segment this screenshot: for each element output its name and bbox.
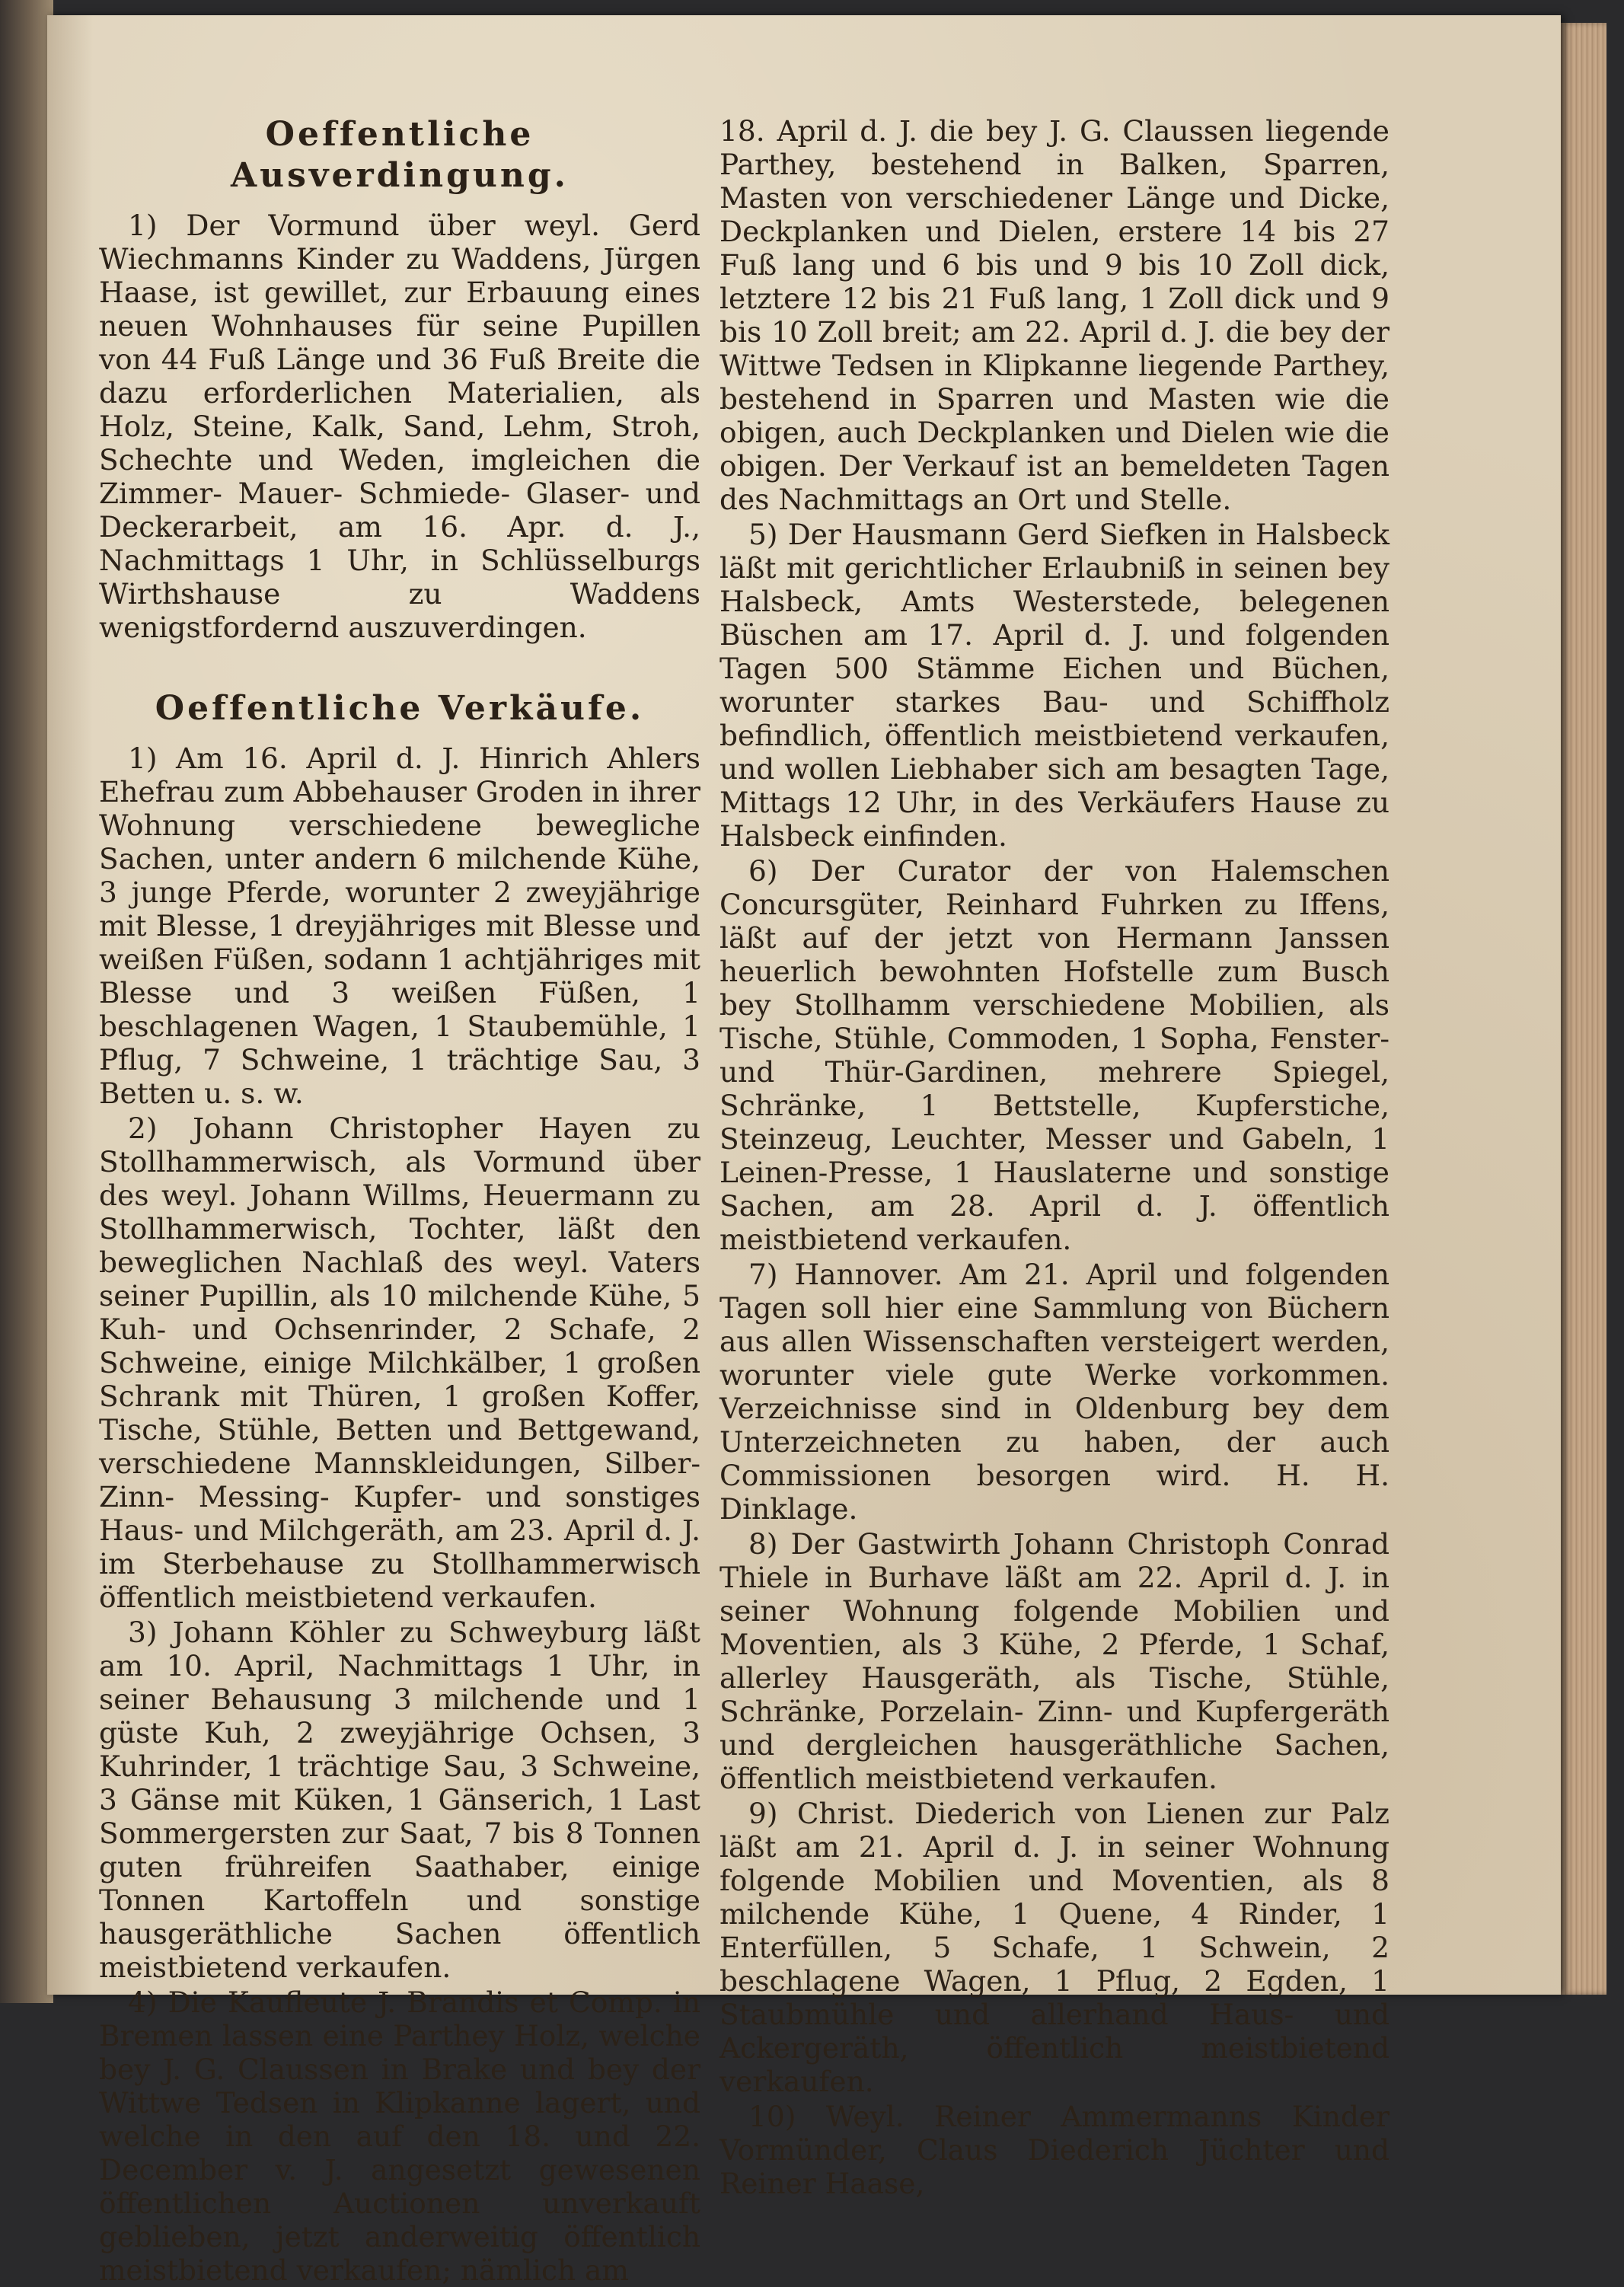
notice-verkauf-7: 7) Hannover. Am 21. April und folgenden Tagen soll hier eine Sammlung von Büchern aus allen Wissenschaften versteigert werden, worunter viele gute Werke vorkommen. Verzeichnisse sind in Oldenburg bey dem Unterzeichneten zu haben, der auch Commissionen besorgen wird. H. H. Dinklage. xyxy=(719,1258,1389,1526)
left-column xyxy=(99,114,700,2287)
notice-verkauf-9: 9) Christ. Diederich von Lienen zur Palz läßt am 21. April d. J. in seiner Wohnung folgende Mobilien und Moventien, als 8 milchende Kühe, 1 Quene, 4 Rinder, 1 Enterfüllen, 5 Schafe, 1 Schwein, 2 beschlagene Wagen, 1 Pflug, 2 Egden, 1 Staubmühle und allerhand Haus- und Ackergeräth, öffentlich meistbietend verkaufen. xyxy=(719,1797,1389,2098)
notice-verkauf-10: 10) Weyl. Reiner Ammermanns Kinder Vormünder, Claus Diederich Jüchter und Reiner Haase, xyxy=(719,2100,1389,2200)
notice-verkauf-4-continued: 18. April d. J. die bey J. G. Claussen liegende Parthey, bestehend in Balken, Sparren, Masten von verschiedener Länge und Dicke, Deckplanken und Dielen, erstere 14 bis 27 Fuß lang und 6 bis und 9 bis 10 Zoll dick, letztere 12 bis 21 Fuß lang, 1 Zoll dick und 9 bis 10 Zoll breit; am 22. April d. J. die bey der Wittwe Tedsen in Klipkanne liegende Parthey, bestehend in Sparren und Masten wie die obigen, auch Deckplanken und Dielen wie die obigen. Der Verkauf ist an bemeldeten Tagen des Nachmittags an Ort und Stelle. xyxy=(719,114,1389,516)
notice-verkauf-8: 8) Der Gastwirth Johann Christoph Conrad Thiele in Burhave läßt am 22. April d. J. in seiner Wohnung folgende Mobilien und Moventien, als 3 Kühe, 2 Pferde, 1 Schaf, allerley Hausgeräth, als Tische, Stühle, Schränke, Porzelain- Zinn- und Kupfergeräth und dergleichen hausgeräthliche Sachen, öffentlich meistbietend verkaufen. xyxy=(719,1527,1389,1795)
book-spine xyxy=(0,0,53,2003)
notice-verkauf-4: 4) Die Kaufleute J. Brandis et Comp. in Bremen lassen eine Parthey Holz, welche bey J. G. Claussen in Brake und bey der Wittwe Tedsen in Klipkanne lagert, und welche in den auf den 18. und 22. December v. J. angesetzt gewesenen öffentlichen Auctionen unverkauft geblieben, jetzt anderweitig öffentlich meistbietend verkaufen; nämlich am xyxy=(99,1986,700,2287)
notice-verkauf-1: 1) Am 16. April d. J. Hinrich Ahlers Ehefrau zum Abbehauser Groden in ihrer Wohnung verschiedene bewegliche Sachen, unter andern 6 milchende Kühe, 3 junge Pferde, worunter 2 zweyjährige mit Blesse, 1 dreyjähriges mit Blesse und weißen Füßen, sodann 1 achtjähriges mit Blesse und 3 weißen Füßen, 1 beschlagenen Wagen, 1 Staubemühle, 1 Pflug, 7 Schweine, 1 trächtige Sau, 3 Betten u. s. w. xyxy=(99,742,700,1110)
notice-verkauf-3: 3) Johann Köhler zu Schweyburg läßt am 10. April, Nachmittags 1 Uhr, in seiner Behausung 3 milchende und 1 güste Kuh, 2 zweyjährige Ochsen, 3 Kuhrinder, 1 trächtige Sau, 3 Schweine, 3 Gänse mit Küken, 1 Gänserich, 1 Last Sommergersten zur Saat, 7 bis 8 Tonnen guten frühreifen Saathaber, einige Tonnen Kartoffeln und sonstige hausgeräthliche Sachen öffentlich meistbietend verkaufen. xyxy=(99,1616,700,1984)
heading-verkaeufe: Oeffentliche Verkäufe. xyxy=(155,689,645,728)
notice-verkauf-5: 5) Der Hausmann Gerd Siefken in Halsbeck läßt mit gerichtlicher Erlaubniß in seinen bey Halsbeck, Amts Westerstede, belegenen Büschen am 17. April d. J. und folgenden Tagen 500 Stämme Eichen und Büchen, worunter starkes Bau- und Schiffholz befindlich, öffentlich meistbietend verkaufen, und wollen Liebhaber sich am besagten Tage, Mittags 12 Uhr, in des Verkäufers Hause zu Halsbeck einfinden. xyxy=(719,518,1389,853)
notice-verkauf-2: 2) Johann Christopher Hayen zu Stollhammerwisch, als Vormund über des weyl. Johann Willms, Heuermann zu Stollhammerwisch, Tochter, läßt den beweglichen Nachlaß des weyl. Vaters seiner Pupillin, als 10 milchende Kühe, 5 Kuh- und Ochsenrinder, 2 Schafe, 2 Schweine, einige Milchkälber, 1 großen Schrank mit Thüren, 1 großen Koffer, Tische, Stühle, Betten und Bettgewand, verschiedene Mannskleidungen, Silber- Zinn- Messing- Kupfer- und sonstiges Haus- und Milchgeräth, am 23. April d. J. im Sterbehause zu Stollhammerwisch öffentlich meistbietend verkaufen. xyxy=(99,1112,700,1614)
notice-verkauf-6: 6) Der Curator der von Halemschen Concursgüter, Reinhard Fuhrken zu Iffens, läßt auf der jetzt von Hermann Janssen heuerlich bewohnten Hofstelle zum Busch bey Stollhamm verschiedene Mobilien, als Tische, Stühle, Commoden, 1 Sopha, Fenster- und Thür-Gardinen, mehrere Spiegel, Schränke, 1 Bettstelle, Kupferstiche, Steinzeug, Leuchter, Messer und Gabeln, 1 Leinen-Presse, 1 Hauslaterne und sonstige Sachen, am 28. April d. J. öffentlich meistbietend verkaufen. xyxy=(719,854,1389,1256)
heading-ausverdingung: Oeffentliche Ausverdingung. xyxy=(231,115,569,195)
right-column xyxy=(719,114,1389,2200)
notice-ausverdingung-1: 1) Der Vormund über weyl. Gerd Wiechmanns Kinder zu Waddens, Jürgen Haase, ist gewillet, zur Erbauung eines neuen Wohnhauses für seine Pupillen von 44 Fuß Länge und 36 Fuß Breite die dazu erforderlichen Materialien, als Holz, Steine, Kalk, Sand, Lehm, Stroh, Schechte und Weden, imgleichen die Zimmer- Mauer- Schmiede- Glaser- und Deckerarbeit, am 16. Apr. d. J., Nachmittags 1 Uhr, in Schlüsselburgs Wirthshause zu Waddens wenigstfordernd auszuverdingen. xyxy=(99,209,700,644)
page-edges xyxy=(1561,23,1606,1995)
